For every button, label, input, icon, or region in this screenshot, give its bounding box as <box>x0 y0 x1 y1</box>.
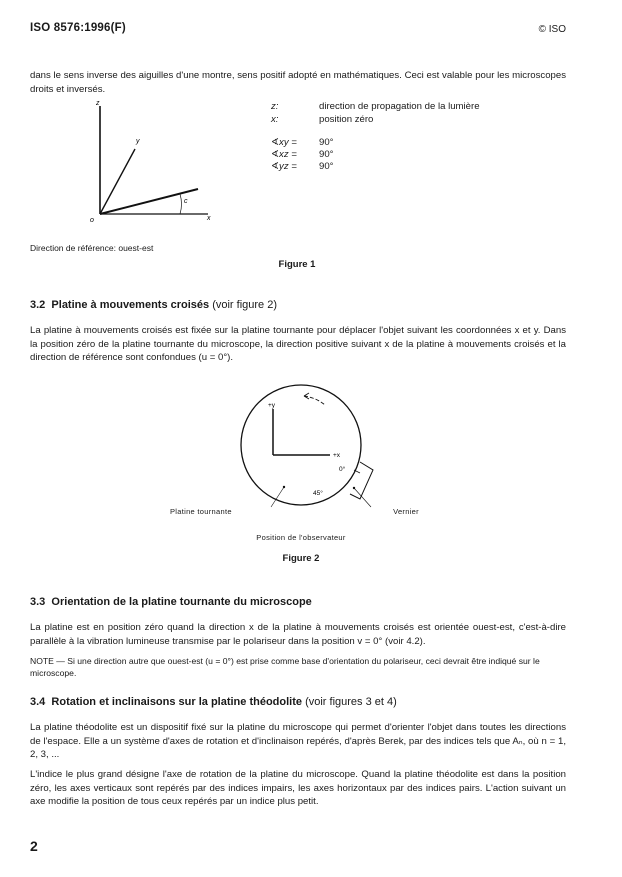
angle-row <box>271 149 334 161</box>
stage-leader-line <box>271 487 284 507</box>
stage-leader-dot <box>283 486 285 488</box>
section-title: Rotation et inclinaisons sur la platine théodolite <box>51 696 303 708</box>
figure1-legend <box>271 101 480 126</box>
angle-value: 90° <box>319 137 334 148</box>
standard-number: ISO 8576:1996(F) <box>30 22 126 34</box>
plus-x-label: +x <box>333 452 341 459</box>
observer-position-label: Position de l'observateur <box>256 533 346 542</box>
legend-text: direction de propagation de la lumière <box>319 101 480 112</box>
legend-row <box>271 114 480 127</box>
y-axis-label: y <box>136 138 140 145</box>
vernier-label: Vernier <box>393 507 419 516</box>
angle-row <box>271 137 334 149</box>
section-number: 3.3 <box>30 596 46 608</box>
copyright: © ISO <box>538 24 566 35</box>
legend-text: position zéro <box>319 113 374 125</box>
section-3-3-paragraph: La platine est en position zéro quand la direction x de la platine à mouvements croisés est orientée ouest-est, c'est-à-dire parallèle à la vibration lumineuse transmise par le polariseur dans la position v = 0° (voir 4.2). <box>30 622 566 647</box>
section-3-2-paragraph: La platine à mouvements croisés est fixée sur la platine tournante pour déplacer l'objet suivant les coordonnées x et y. Dans la position zéro de la platine tournante du microscope, la direction positive suivant x de la platine à mouvements croisés et la direction de référence sont confondues (u = 0°). <box>30 325 566 363</box>
angle-c-label: c <box>184 198 188 205</box>
legend-symbol: z: <box>271 101 279 112</box>
section-number: 3.4 <box>30 696 46 708</box>
vernier-scale <box>350 462 373 499</box>
z-axis-label: z <box>96 100 100 107</box>
section-3-4-paragraph-2: L'indice le plus grand désigne l'axe de rotation de la platine du microscope. Quand la platine théodolite est dans la position zéro, les axes verticaux sont repérés par des indices impairs, les axes horizontaux par des indices pairs. L'action suivant un axe modifie la position de tous ceux repérés par un indice plus petit. <box>30 769 566 807</box>
rotation-arrow <box>304 396 325 405</box>
legend-row <box>271 101 480 114</box>
angle-symbol: ∢xz = <box>271 149 297 160</box>
reference-direction-caption: Direction de référence: ouest-est <box>30 243 154 253</box>
legend-symbol: x: <box>271 113 279 125</box>
forty-five-degree-label: 45° <box>313 490 323 497</box>
angle-symbol: ∢yz = <box>271 161 297 172</box>
vernier-leader-dot <box>353 487 355 489</box>
figure2-caption: Figure 2 <box>282 553 320 564</box>
rotating-stage-circle <box>241 385 361 505</box>
section-title: Platine à mouvements croisés <box>51 299 210 311</box>
section-title: Orientation de la platine tournante du microscope <box>51 596 312 608</box>
section-3-2-heading <box>30 299 277 311</box>
x-axis-label: x <box>207 215 211 222</box>
section-suffix: (voir figure 2) <box>209 299 278 311</box>
section-suffix: (voir figures 3 et 4) <box>302 696 397 708</box>
plus-y-label: +y <box>268 402 276 409</box>
angle-symbol: ∢xy = <box>271 137 297 148</box>
angle-value: 90° <box>319 149 334 160</box>
figure2-diagram <box>240 378 390 508</box>
angle-row <box>271 161 334 173</box>
intro-paragraph: dans le sens inverse des aiguilles d'une montre, sens positif adopté en mathématiques. Ceci est valable pour les microscopes droits et inversés. <box>30 70 566 95</box>
figure1-diagram <box>80 96 230 231</box>
section-3-3-heading <box>30 596 312 608</box>
section-3-4-heading <box>30 696 397 708</box>
y-axis <box>100 149 135 214</box>
zero-degree-label: 0° <box>339 466 346 473</box>
figure1-caption: Figure 1 <box>278 259 316 270</box>
page-number: 2 <box>30 838 38 854</box>
section-number: 3.2 <box>30 299 46 311</box>
section-3-3-note: NOTE — Si une direction autre que ouest-est (u = 0°) est prise comme base d'orientation du polariseur, ceci devrait être indiqué sur le microscope. <box>30 656 540 678</box>
angle-c-arc <box>180 194 182 214</box>
origin-label: o <box>90 217 94 224</box>
rotating-stage-label: Platine tournante <box>170 507 232 516</box>
angle-value: 90° <box>319 161 334 172</box>
figure1-angles <box>271 137 334 173</box>
section-3-4-paragraph-1: La platine théodolite est un dispositif fixé sur la platine du microscope qui permet d'orienter l'objet dans toutes les directions de l'espace. Elle a un système d'axes de rotation et d'inclinaison repérés, d'après Berek, par des indices tels que Aₙ, où n = 1, 2, 3, ... <box>30 722 566 760</box>
